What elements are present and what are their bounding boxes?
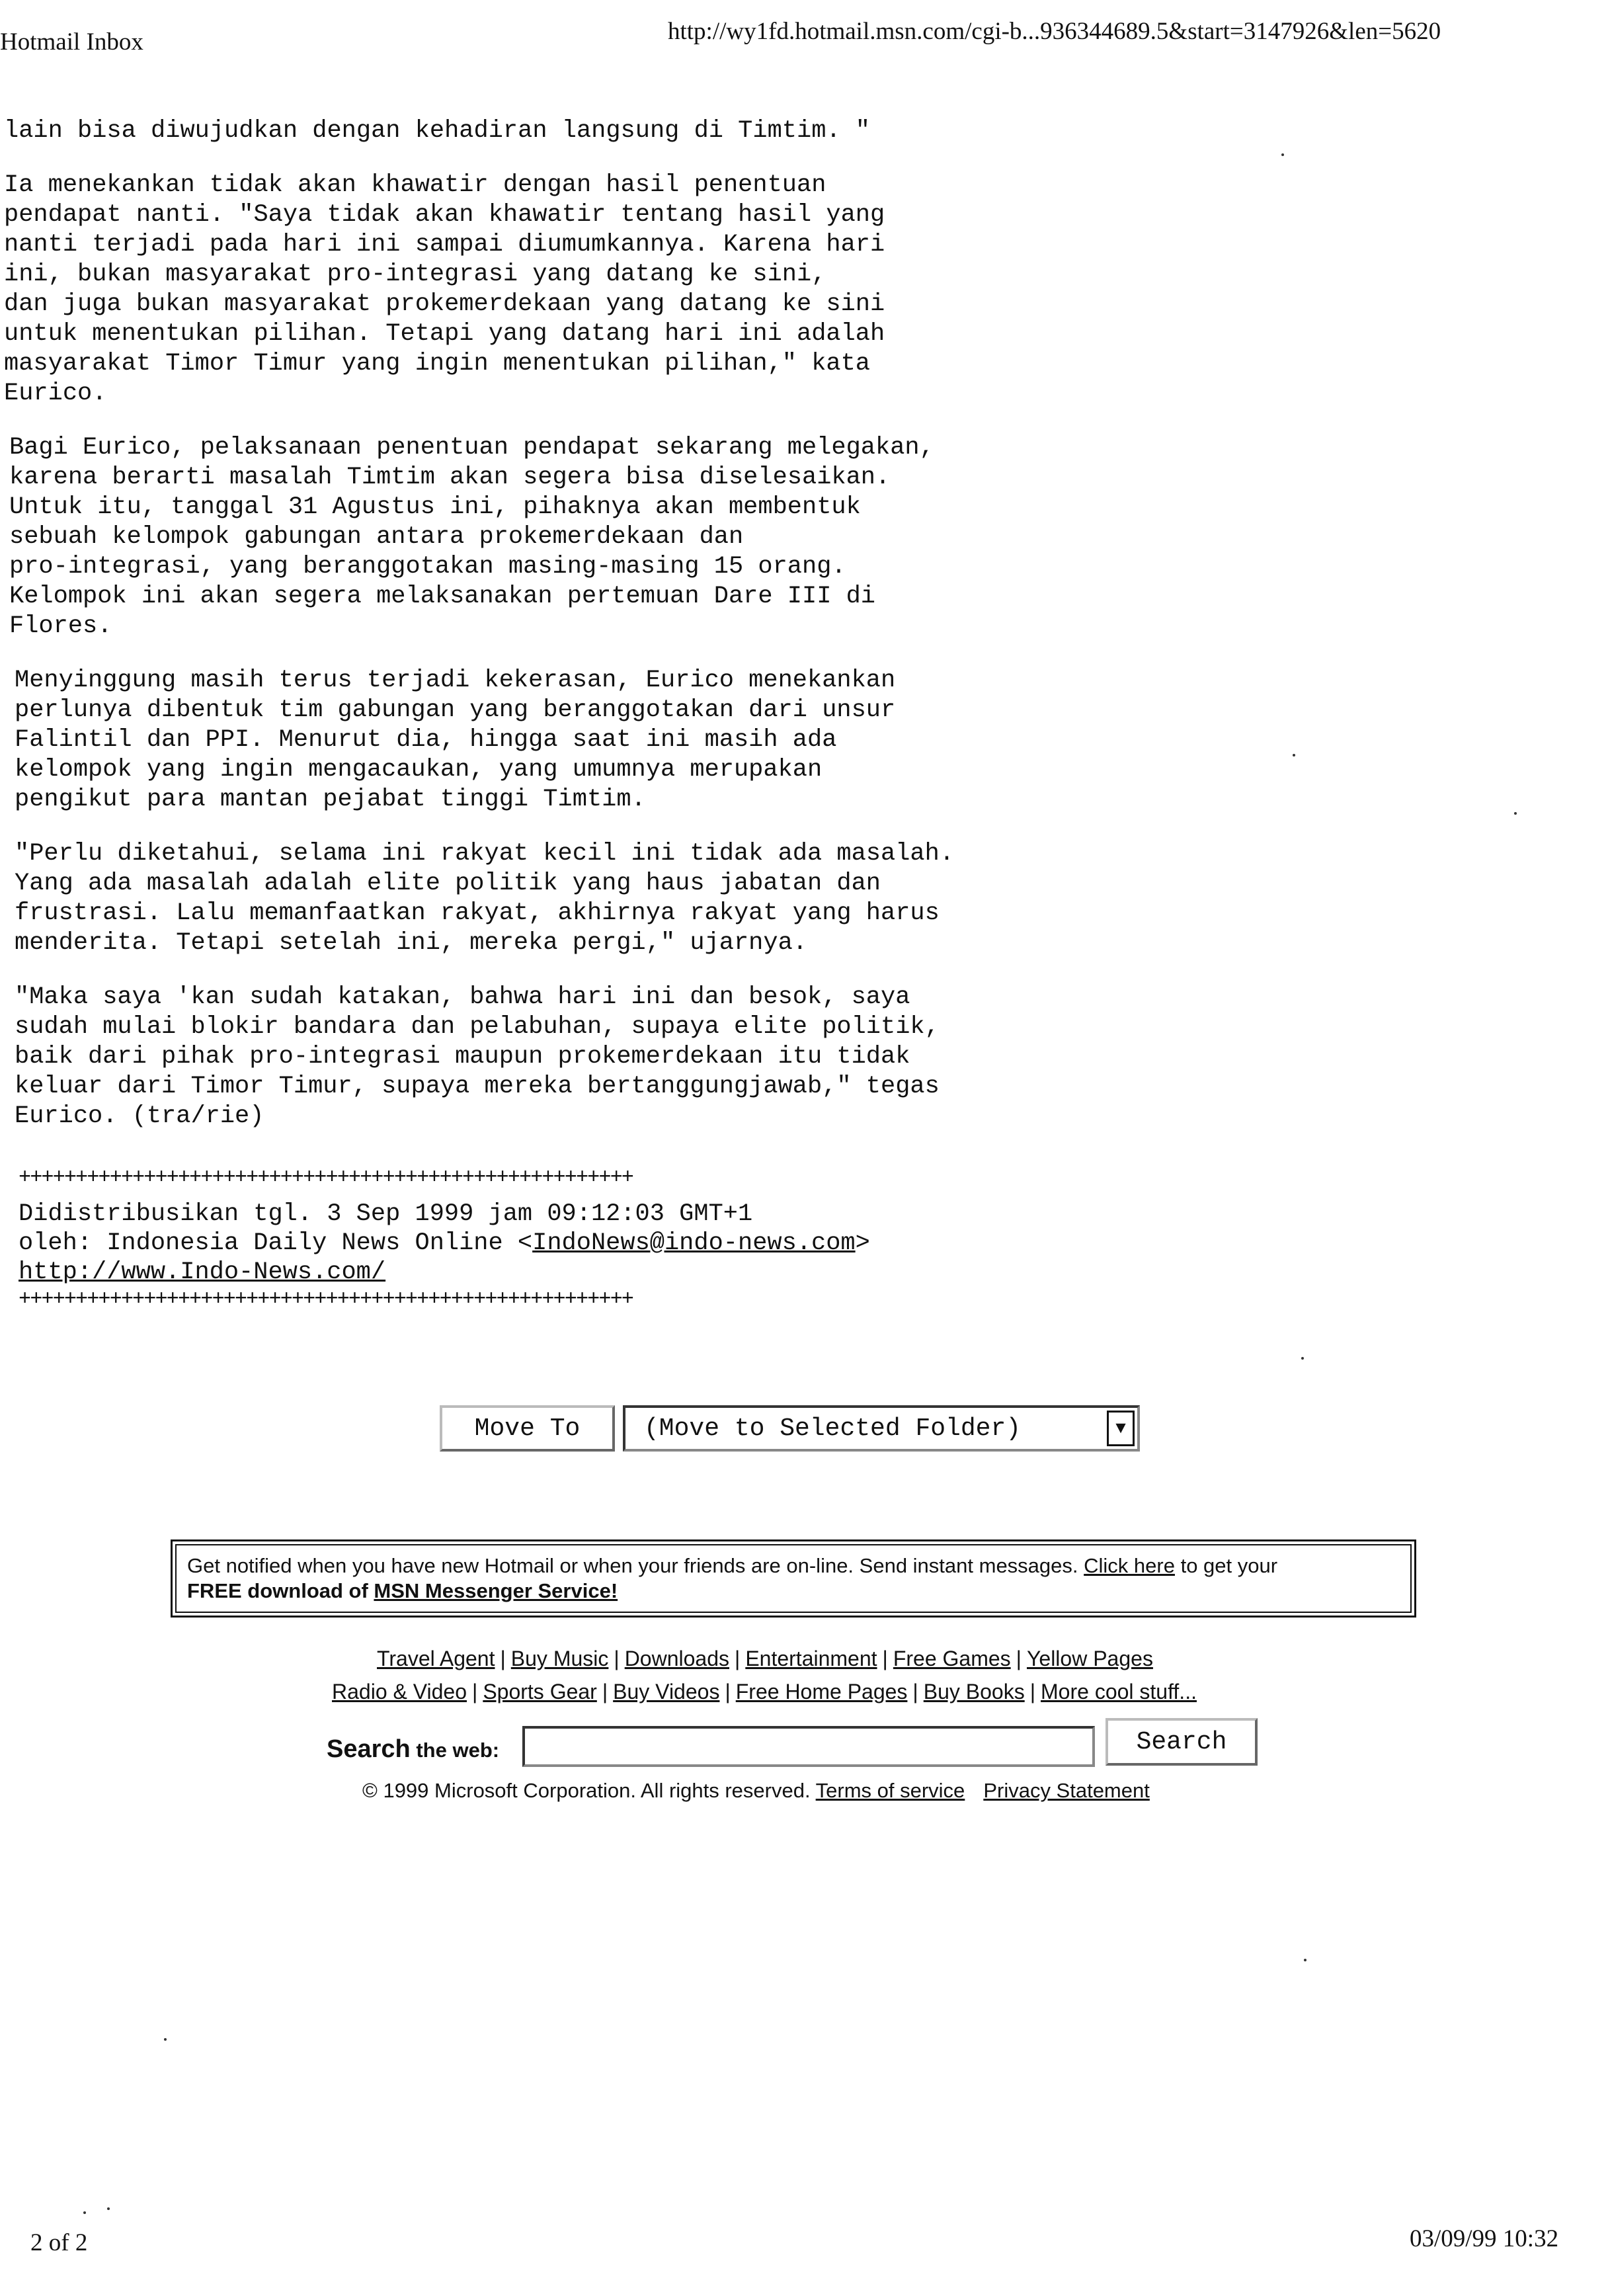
terms-of-service-link[interactable]: Terms of service: [815, 1779, 965, 1802]
scan-speck: [107, 2207, 110, 2210]
message-line: "Perlu diketahui, selama ini rakyat kecil ini tidak ada masalah.: [15, 840, 955, 868]
print-timestamp: 03/09/99 10:32: [1410, 2225, 1559, 2252]
source-email-link[interactable]: IndoNews@indo-news.com: [532, 1229, 856, 1257]
page-number: 2 of 2: [30, 2229, 88, 2256]
page-header-url: http://wy1fd.hotmail.msn.com/cgi-b...936344689.5&start=3147926&len=5620: [668, 18, 1441, 45]
link-separator: |: [1029, 1680, 1036, 1703]
message-line: pengikut para mantan pejabat tinggi Timtim.: [15, 786, 646, 813]
move-to-button[interactable]: Move To: [440, 1405, 615, 1452]
search-label-small: the web:: [410, 1739, 500, 1762]
message-line: Eurico. (tra/rie): [15, 1102, 264, 1130]
message-line: frustrasi. Lalu memanfaatkan rakyat, akhirnya rakyat yang harus: [15, 899, 940, 927]
service-link-radio-video[interactable]: Radio & Video: [332, 1680, 467, 1703]
link-separator: |: [602, 1680, 608, 1703]
service-link-travel-agent[interactable]: Travel Agent: [377, 1647, 495, 1670]
message-line: keluar dari Timor Timur, supaya mereka bertanggungjawab," tegas: [15, 1073, 940, 1100]
message-line: karena berarti masalah Timtim akan segera bisa diselesaikan.: [9, 464, 891, 491]
folder-select[interactable]: [623, 1405, 1140, 1452]
message-line: untuk menentukan pilihan. Tetapi yang datang hari ini adalah: [4, 320, 885, 348]
message-line: Kelompok ini akan segera melaksanakan pertemuan Dare III di: [9, 583, 876, 610]
scan-speck: [164, 2038, 167, 2041]
message-line: masyarakat Timor Timur yang ingin menentukan pilihan," kata: [4, 350, 871, 378]
link-separator: |: [882, 1647, 888, 1670]
message-line: nanti terjadi pada hari ini sampai diumumkannya. Karena hari: [4, 231, 885, 259]
service-link-more-cool-stuff[interactable]: More cool stuff...: [1041, 1680, 1197, 1703]
link-separator: |: [500, 1647, 506, 1670]
message-line: Menyinggung masih terus terjadi kekerasan, Eurico menekankan: [15, 667, 896, 694]
copyright-row: [362, 1779, 1150, 1803]
search-button[interactable]: Search: [1106, 1718, 1258, 1766]
message-line: Untuk itu, tanggal 31 Agustus ini, pihaknya akan membentuk: [9, 493, 861, 521]
scan-speck: [1281, 153, 1284, 156]
message-line: ini, bukan masyarakat pro-integrasi yang datang ke sini,: [4, 261, 826, 288]
message-line: pro-integrasi, yang beranggotakan masing-masing 15 orang.: [9, 553, 846, 581]
message-line: kelompok yang ingin mengacaukan, yang umumnya merupakan: [15, 756, 823, 784]
service-link-free-games[interactable]: Free Games: [893, 1647, 1011, 1670]
service-link-yellow-pages[interactable]: Yellow Pages: [1026, 1647, 1153, 1670]
privacy-statement-link[interactable]: Privacy Statement: [983, 1779, 1150, 1802]
page-header-title: Hotmail Inbox: [0, 28, 143, 56]
copyright-text: © 1999 Microsoft Corporation. All rights reserved.: [362, 1779, 816, 1802]
separator-line-top: ++++++++++++++++++++++++++++++++++++++++++++++++++++++: [19, 1165, 633, 1190]
promo-text-2: to get your: [1174, 1554, 1278, 1577]
folder-select-value: (Move to Selected Folder): [644, 1414, 1022, 1443]
link-separator: |: [614, 1647, 620, 1670]
message-line: sudah mulai blokir bandara dan pelabuhan, supaya elite politik,: [15, 1013, 940, 1041]
service-link-buy-music[interactable]: Buy Music: [510, 1647, 609, 1670]
msn-messenger-link[interactable]: MSN Messenger Service!: [374, 1579, 618, 1602]
search-input[interactable]: [522, 1726, 1095, 1767]
service-link-entertainment[interactable]: Entertainment: [745, 1647, 877, 1670]
message-line: baik dari pihak pro-integrasi maupun prokemerdekaan itu tidak: [15, 1043, 910, 1071]
scan-speck: [83, 2211, 86, 2214]
scan-speck: [1304, 1959, 1306, 1961]
message-line: Eurico.: [4, 380, 107, 407]
message-line: sebuah kelompok gabungan antara prokemerdekaan dan: [9, 523, 744, 551]
distribution-date: Didistribusikan tgl. 3 Sep 1999 jam 09:12:03 GMT+1: [19, 1200, 753, 1228]
dropdown-arrow-icon[interactable]: ▼: [1107, 1411, 1135, 1446]
message-line: Falintil dan PPI. Menurut dia, hingga saat ini masih ada: [15, 726, 837, 754]
site-url-link[interactable]: http://www.Indo-News.com/: [19, 1258, 386, 1286]
message-line: Flores.: [9, 612, 112, 640]
search-label-bold: Search: [327, 1735, 411, 1763]
link-separator: |: [912, 1680, 918, 1703]
promo-click-here-link[interactable]: Click here: [1084, 1554, 1175, 1577]
promo-free-label: FREE download of: [187, 1579, 374, 1602]
services-links-row-2: [332, 1680, 1197, 1704]
link-separator: |: [1016, 1647, 1022, 1670]
service-link-sports-gear[interactable]: Sports Gear: [483, 1680, 597, 1703]
promo-text: Get notified when you have new Hotmail or when your friends are on-line. Send instant messages.: [187, 1554, 1084, 1577]
messenger-promo-box: [171, 1539, 1416, 1618]
services-links-row-1: [377, 1647, 1153, 1671]
message-line: Ia menekankan tidak akan khawatir dengan hasil penentuan: [4, 171, 826, 199]
message-line: dan juga bukan masyarakat prokemerdekaan yang datang ke sini: [4, 290, 885, 318]
message-line: "Maka saya 'kan sudah katakan, bahwa hari ini dan besok, saya: [15, 983, 910, 1011]
service-link-downloads[interactable]: Downloads: [624, 1647, 729, 1670]
scan-speck: [1514, 812, 1517, 815]
scan-speck: [1293, 754, 1295, 757]
link-separator: |: [735, 1647, 741, 1670]
distribution-source: [19, 1229, 870, 1258]
service-link-buy-videos[interactable]: Buy Videos: [613, 1680, 720, 1703]
source-label: oleh: Indonesia Daily News Online <: [19, 1229, 533, 1257]
link-separator: |: [472, 1680, 478, 1703]
message-line: Yang ada masalah adalah elite politik yang haus jabatan dan: [15, 870, 881, 897]
source-close-bracket: >: [855, 1229, 870, 1257]
message-line: Bagi Eurico, pelaksanaan penentuan pendapat sekarang melegakan,: [9, 434, 934, 462]
message-line: pendapat nanti. "Saya tidak akan khawatir tentang hasil yang: [4, 201, 885, 229]
message-line: menderita. Tetapi setelah ini, mereka pergi," ujarnya.: [15, 929, 807, 957]
separator-line-bottom: ++++++++++++++++++++++++++++++++++++++++++++++++++++++: [19, 1287, 633, 1311]
service-link-free-home-pages[interactable]: Free Home Pages: [735, 1680, 908, 1703]
scan-speck: [1301, 1357, 1304, 1360]
search-label: [327, 1735, 499, 1764]
link-separator: |: [725, 1680, 731, 1703]
message-line: perlunya dibentuk tim gabungan yang beranggotakan dari unsur: [15, 696, 896, 724]
service-link-buy-books[interactable]: Buy Books: [923, 1680, 1025, 1703]
message-line: lain bisa diwujudkan dengan kehadiran langsung di Timtim. ": [4, 117, 871, 145]
